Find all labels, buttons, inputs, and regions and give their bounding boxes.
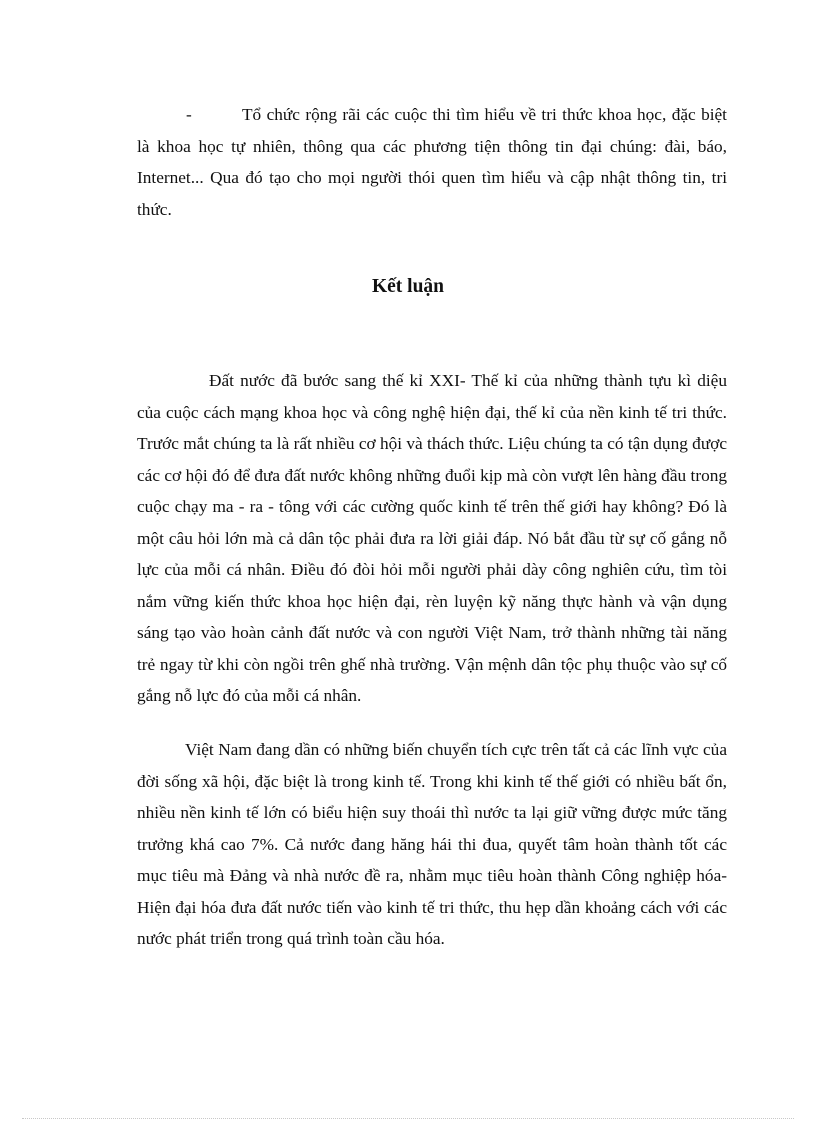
page-bottom-divider (22, 1118, 794, 1119)
paragraph-1-block (137, 365, 727, 712)
section-heading: Kết luận (371, 276, 445, 297)
paragraph-1: Đất nước đã bước sang thế kỉ XXI- Thế kỉ của những thành tựu kì diệu của cuộc cách mạng khoa học và công nghệ hiện đại, thế kỉ của nền kinh tế tri thức. Trước mắt chúng ta là rất nhiều cơ hội và thách thức. Liệu chúng ta có tận dụng được các cơ hội đó để đưa đất nước không những đuổi kịp mà còn vượt lên hàng đầu trong cuộc chạy ma - ra - tông với các cường quốc kinh tế trên thế giới hay không? Đó là một câu hỏi lớn mà cả dân tộc phải đưa ra lời giải đáp. Nó bắt đầu từ sự cố gắng nỗ lực của mỗi cá nhân. Điều đó đòi hỏi mỗi người phải dày công nghiên cứu, tìm tòi nắm vững kiến thức khoa học hiện đại, rèn luyện kỹ năng thực hành và vận dụng sáng tạo vào hoàn cảnh đất nước và con người Việt Nam, trở thành những tài năng trẻ ngay từ khi còn ngồi trên ghế nhà trường. Vận mệnh dân tộc phụ thuộc vào sự cố gắng nỗ lực đó của mỗi cá nhân. (137, 371, 727, 705)
bullet-marker: - (186, 105, 192, 124)
bullet-item (137, 99, 727, 225)
bullet-text: Tổ chức rộng rãi các cuộc thi tìm hiểu về tri thức khoa học, đặc biệt là khoa học tự nhiên, thông qua các phương tiện thông tin đại chúng: đài, báo, Internet... Qua đó tạo cho mọi người thói quen tìm hiểu và cập nhật thông tin, tri thức. (137, 105, 727, 219)
paragraph-2: Việt Nam đang dần có những biến chuyển tích cực trên tất cả các lĩnh vực của đời sống xã hội, đặc biệt là trong kinh tế. Trong khi kinh tế thế giới có nhiều bất ổn, nhiều nền kinh tế lớn có biểu hiện suy thoái thì nước ta lại giữ vững được mức tăng trưởng khá cao 7%. Cả nước đang hăng hái thi đua, quyết tâm hoàn thành tốt các mục tiêu mà Đảng và nhà nước đề ra, nhằm mục tiêu hoàn thành Công nghiệp hóa- Hiện đại hóa đưa đất nước tiến vào kinh tế tri thức, thu hẹp dần khoảng cách với các nước phát triển trong quá trình toàn cầu hóa. (137, 740, 727, 948)
paragraph-2-block (137, 734, 727, 955)
